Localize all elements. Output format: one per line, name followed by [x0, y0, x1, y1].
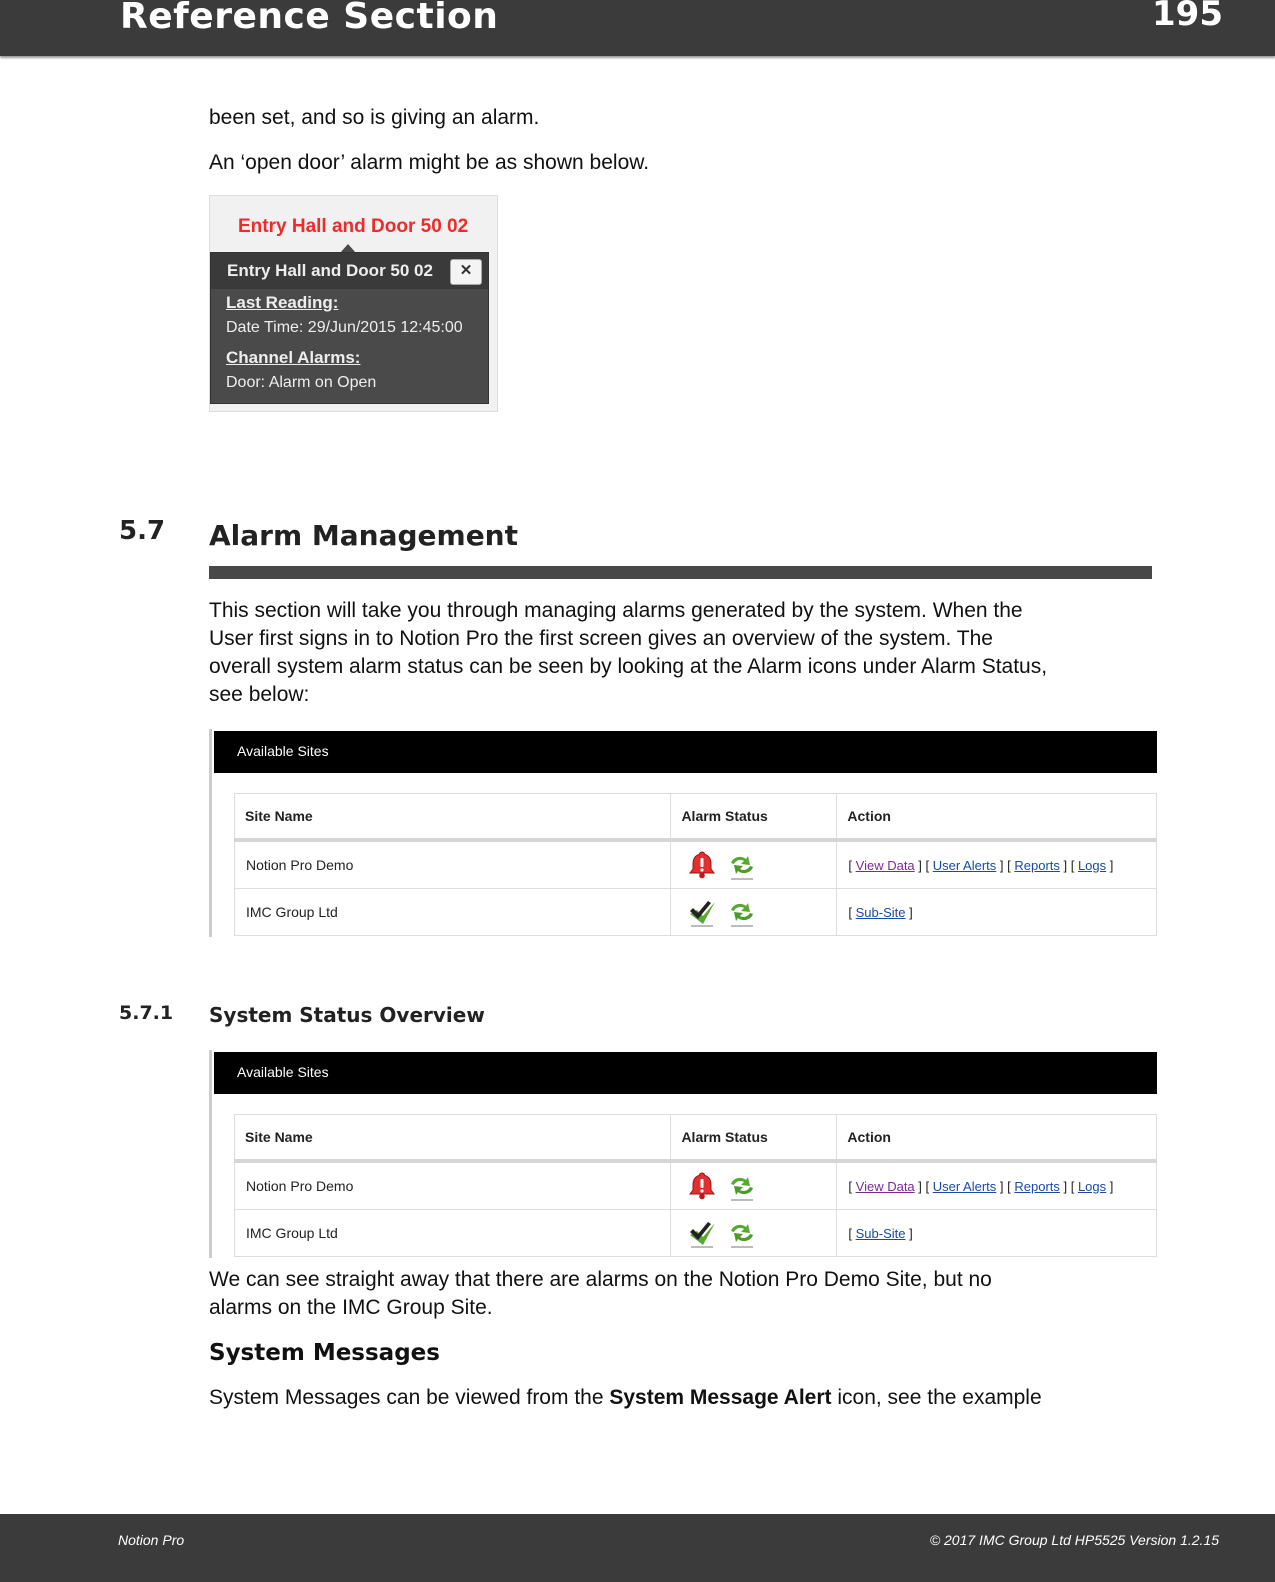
- table-title: Available Sites: [237, 1064, 329, 1080]
- action-cell: [ Sub-Site ]: [837, 889, 1157, 936]
- col-action[interactable]: Action: [837, 794, 1157, 841]
- system-messages-text: [209, 1384, 1042, 1412]
- subsection-title: System Status Overview: [209, 1003, 485, 1027]
- table-row: [235, 1161, 1157, 1210]
- sub-site-link[interactable]: Sub-Site: [855, 1225, 906, 1241]
- intro-line-2: An ‘open door’ alarm might be as shown below.: [209, 151, 650, 174]
- action-cell: [ View Data ] [ User Alerts ] [ Reports ] [ Logs ]: [837, 1161, 1157, 1210]
- table-title: Available Sites: [237, 743, 329, 759]
- paragraph-line: This section will take you through managing alarms generated by the system. When the: [209, 599, 1023, 622]
- sites-grid: [234, 1114, 1157, 1257]
- col-site-name[interactable]: Site Name: [235, 794, 671, 841]
- site-name-cell: Notion Pro Demo: [235, 1161, 671, 1210]
- reports-link[interactable]: Reports: [1014, 1178, 1060, 1194]
- bell-alarm-icon[interactable]: [685, 1170, 719, 1202]
- col-alarm-status[interactable]: Alarm Status: [671, 794, 837, 841]
- paragraph-line: overall system alarm status can be seen by looking at the Alarm icons under Alarm Status,: [209, 655, 1048, 678]
- footer-copyright: © 2017 IMC Group Ltd HP5525 Version 1.2.15: [929, 1532, 1219, 1548]
- sync-icon[interactable]: [725, 849, 759, 881]
- alarm-status-cell: [671, 1161, 837, 1210]
- system-messages-heading: System Messages: [209, 1340, 440, 1366]
- tooltip-title: Entry Hall and Door 50 02: [227, 261, 433, 280]
- overview-paragraph: [209, 1266, 992, 1322]
- alarm-status-cell: [671, 1210, 837, 1257]
- close-button[interactable]: ✕: [450, 259, 482, 285]
- available-sites-table-overview: [209, 1050, 1157, 1258]
- col-site-name[interactable]: Site Name: [235, 1115, 671, 1162]
- text-run: System Messages can be viewed from the: [209, 1386, 610, 1409]
- table-title-bar: [214, 1052, 1157, 1094]
- sub-site-link[interactable]: Sub-Site: [855, 904, 906, 920]
- sync-icon[interactable]: [725, 1170, 759, 1202]
- channel-alarm-value: Door: Alarm on Open: [226, 374, 377, 391]
- action-cell: [ Sub-Site ]: [837, 1210, 1157, 1257]
- view-data-link[interactable]: View Data: [855, 857, 915, 873]
- tooltip-header: [211, 253, 488, 289]
- page-footer: [0, 1514, 1275, 1582]
- available-sites-table: [209, 729, 1157, 937]
- bell-alarm-icon[interactable]: [685, 849, 719, 881]
- table-row: [235, 1210, 1157, 1257]
- page-number: 195: [1152, 0, 1223, 34]
- checkmark-ok-icon[interactable]: [685, 896, 719, 928]
- user-alerts-link[interactable]: User Alerts: [932, 1178, 997, 1194]
- text-run: icon, see the example: [831, 1386, 1042, 1409]
- alarm-tooltip: [210, 252, 489, 404]
- section-title: Alarm Management: [209, 519, 518, 552]
- alarm-status-cell: [671, 840, 837, 889]
- last-reading-label: Last Reading:: [226, 293, 339, 312]
- sites-grid: [234, 793, 1157, 936]
- logs-link[interactable]: Logs: [1077, 1178, 1107, 1194]
- channel-alarms-label: Channel Alarms:: [226, 348, 361, 367]
- text-run-bold: System Message Alert: [609, 1386, 832, 1409]
- action-cell: [ View Data ] [ User Alerts ] [ Reports ] [ Logs ]: [837, 840, 1157, 889]
- date-time-value: Date Time: 29/Jun/2015 12:45:00: [226, 319, 463, 336]
- paragraph-line: User first signs in to Notion Pro the first screen gives an overview of the system. The: [209, 627, 993, 650]
- alarm-popup-screenshot: [209, 195, 498, 412]
- view-data-link[interactable]: View Data: [855, 1178, 915, 1194]
- site-name-cell: IMC Group Ltd: [235, 889, 671, 936]
- popup-site-name[interactable]: Entry Hall and Door 50 02: [238, 216, 469, 237]
- paragraph-line: alarms on the IMC Group Site.: [209, 1296, 493, 1319]
- intro-line-1: been set, and so is giving an alarm.: [209, 106, 540, 129]
- header-title: Reference Section: [120, 0, 499, 37]
- logs-link[interactable]: Logs: [1077, 857, 1107, 873]
- sync-icon[interactable]: [725, 1217, 759, 1249]
- paragraph-line: We can see straight away that there are alarms on the Notion Pro Demo Site, but no: [209, 1268, 992, 1291]
- section-rule: [209, 566, 1152, 579]
- footer-product: Notion Pro: [118, 1532, 185, 1548]
- checkmark-ok-icon[interactable]: [685, 1217, 719, 1249]
- paragraph-line: see below:: [209, 683, 310, 706]
- col-action[interactable]: Action: [837, 1115, 1157, 1162]
- subsection-number: 5.7.1: [119, 1002, 174, 1024]
- col-alarm-status[interactable]: Alarm Status: [671, 1115, 837, 1162]
- reports-link[interactable]: Reports: [1014, 857, 1060, 873]
- site-name-cell: IMC Group Ltd: [235, 1210, 671, 1257]
- alarm-status-cell: [671, 889, 837, 936]
- sync-icon[interactable]: [725, 896, 759, 928]
- table-row: [235, 840, 1157, 889]
- section-paragraph: [209, 597, 1047, 709]
- table-title-bar: [214, 731, 1157, 773]
- section-number: 5.7: [119, 516, 166, 546]
- table-row: [235, 889, 1157, 936]
- user-alerts-link[interactable]: User Alerts: [932, 857, 997, 873]
- site-name-cell: Notion Pro Demo: [235, 840, 671, 889]
